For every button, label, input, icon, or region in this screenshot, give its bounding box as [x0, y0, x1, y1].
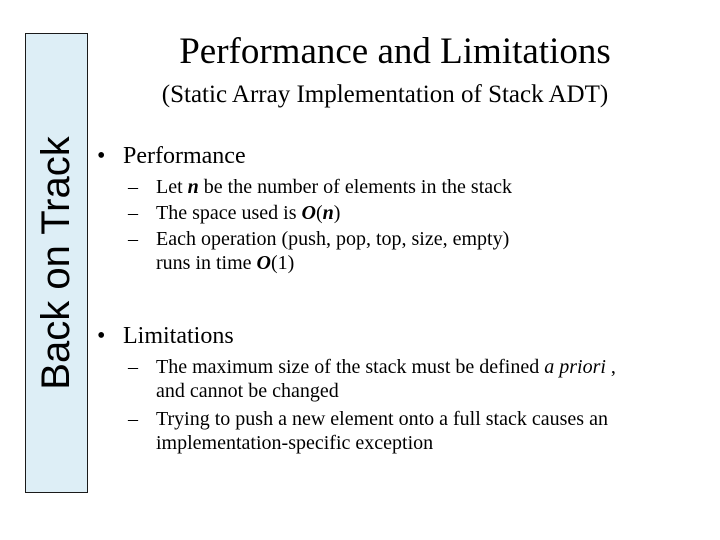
bullet-limitations-label: Limitations: [123, 323, 234, 349]
bullet-glyph: •: [97, 323, 106, 349]
slide-title: Performance and Limitations: [179, 31, 611, 72]
side-label: Back on Track: [34, 136, 78, 390]
bullet-limitations: [97, 322, 234, 350]
dash-glyph: –: [128, 228, 138, 250]
bullet-glyph: •: [97, 143, 106, 169]
list-item-text: Let n be the number of elements in the stack: [156, 176, 513, 198]
list-item-text: Each operation (push, pop, top, size, empty): [156, 228, 510, 250]
list-item-text-continued: implementation-specific exception: [156, 432, 434, 454]
list-item: [128, 354, 616, 402]
bullet-performance-label: Performance: [123, 143, 246, 169]
list-item: [128, 406, 616, 454]
list-item-text-continued: runs in time O(1): [156, 252, 295, 274]
list-item-text: The maximum size of the stack must be defined a priori ,: [156, 356, 616, 378]
list-item: [128, 226, 512, 274]
list-item: [128, 200, 512, 226]
list-item-text: The space used is O(n): [156, 202, 341, 224]
list-item: [128, 174, 512, 200]
list-item-text-continued: and cannot be changed: [156, 380, 339, 402]
performance-list: [128, 174, 512, 274]
dash-glyph: –: [128, 176, 138, 198]
limitations-list: [128, 354, 616, 454]
bullet-performance: [97, 142, 246, 170]
dash-glyph: –: [128, 356, 138, 378]
slide-subtitle: (Static Array Implementation of Stack ADT): [161, 81, 609, 108]
dash-glyph: –: [128, 202, 138, 224]
dash-glyph: –: [128, 408, 138, 430]
list-item-text: Trying to push a new element onto a full stack causes an: [156, 408, 608, 430]
